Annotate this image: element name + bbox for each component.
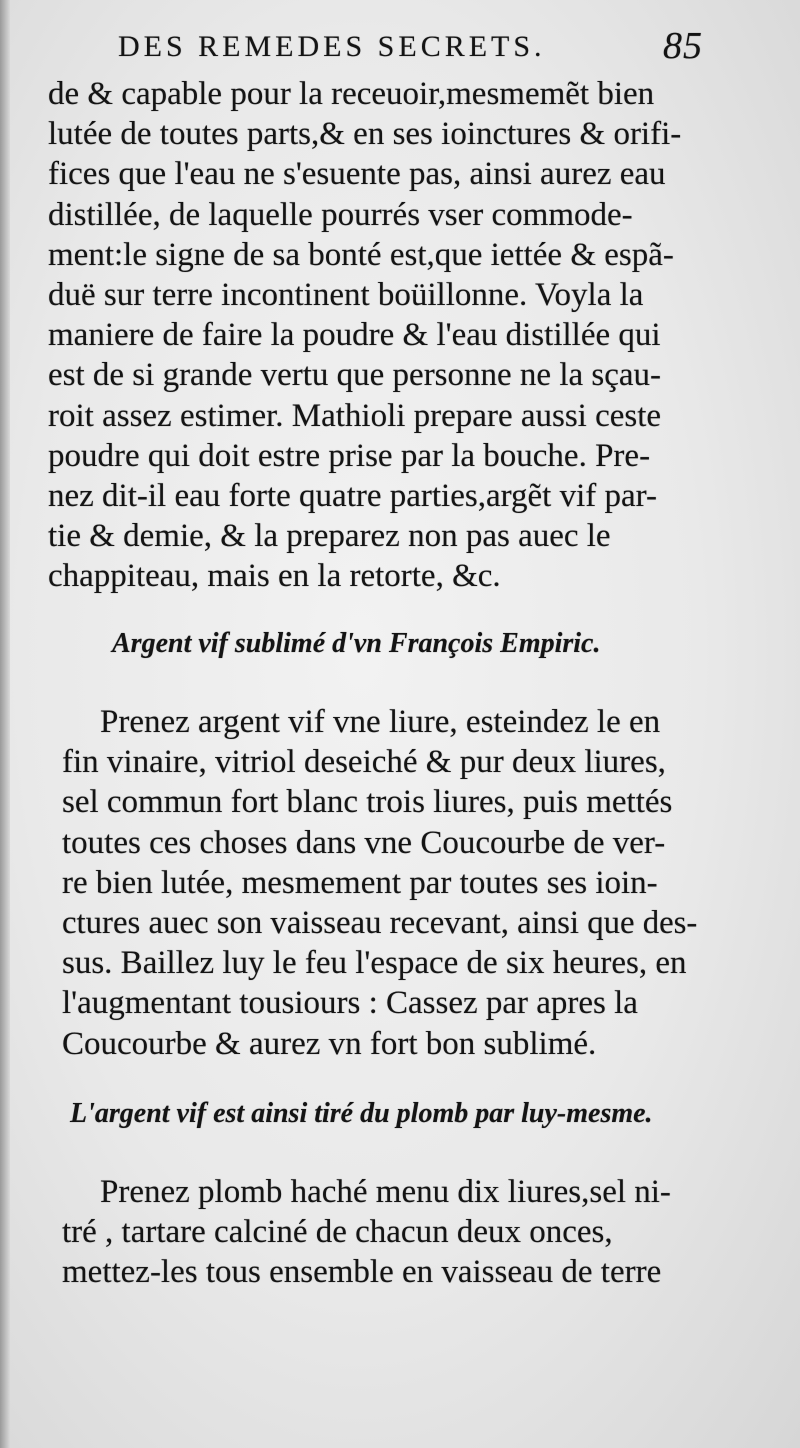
text-line: re bien lutée, mesmement par toutes ses ioin- xyxy=(62,864,658,901)
text-line: duë sur terre incontinent boüillonne. Voyla la xyxy=(48,276,644,313)
text-line: sel commun fort blanc trois liures, puis mettés xyxy=(62,784,673,821)
text-line: nez dit-il eau forte quatre parties,argẽt vif par- xyxy=(48,477,657,514)
text-line: l'augmentant tousiours : Cassez par apres la xyxy=(62,985,638,1022)
text-line: sus. Baillez luy le feu l'espace de six heures, en xyxy=(62,945,687,982)
text-line: distillée, de laquelle pourrés vser commode- xyxy=(48,196,633,233)
section-body xyxy=(62,1172,698,1293)
text-line: toutes ces choses dans vne Coucourbe de ver- xyxy=(62,824,666,861)
text-line: roit assez estimer. Mathioli prepare aussi ceste xyxy=(48,397,662,434)
text-line: fin vinaire, vitriol deseiché & pur deux liures, xyxy=(62,744,666,781)
text-line: tie & demie, & la preparez non pas auec le xyxy=(48,518,611,555)
text-line: lutée de toutes parts,& en ses ioinctures & orifi- xyxy=(48,116,682,153)
page-number: 85 xyxy=(663,25,703,67)
text-line: Prenez plomb haché menu dix liures,sel ni- xyxy=(100,1174,671,1210)
section-heading: Argent vif sublimé d'vn François Empiric. xyxy=(112,628,601,659)
running-head-title: DES REMEDES SECRETS. xyxy=(118,30,546,63)
running-head xyxy=(118,25,703,74)
section-heading: L'argent vif est ainsi tiré du plomb par luy-mesme. xyxy=(70,1098,653,1129)
section-body xyxy=(62,702,698,1064)
text-line: ctures auec son vaisseau recevant, ainsi que des- xyxy=(62,904,698,941)
text-line: ment:le signe de sa bonté est,que iettée & espã- xyxy=(48,236,674,273)
page-gutter-shadow xyxy=(0,0,10,1448)
text-line: mettez-les tous ensemble en vaisseau de terre xyxy=(62,1254,662,1291)
text-line: Prenez argent vif vne liure, esteindez le en xyxy=(100,704,661,740)
text-line: chappiteau, mais en la retorte, &c. xyxy=(48,558,501,595)
paragraph-continuation xyxy=(48,74,698,596)
text-line: est de si grande vertu que personne ne la sçau- xyxy=(48,357,662,394)
text-line: tré , tartare calciné de chacun deux onces, xyxy=(62,1214,613,1251)
text-line: Coucourbe & aurez vn fort bon sublimé. xyxy=(62,1025,597,1062)
text-line: fices que l'eau ne s'esuente pas, ainsi aurez eau xyxy=(48,156,666,193)
text-line: maniere de faire la poudre & l'eau distillée qui xyxy=(48,317,661,354)
text-line: de & capable pour la receuoir,mesmemẽt bien xyxy=(48,76,655,112)
text-line: poudre qui doit estre prise par la bouche. Pre- xyxy=(48,437,651,474)
